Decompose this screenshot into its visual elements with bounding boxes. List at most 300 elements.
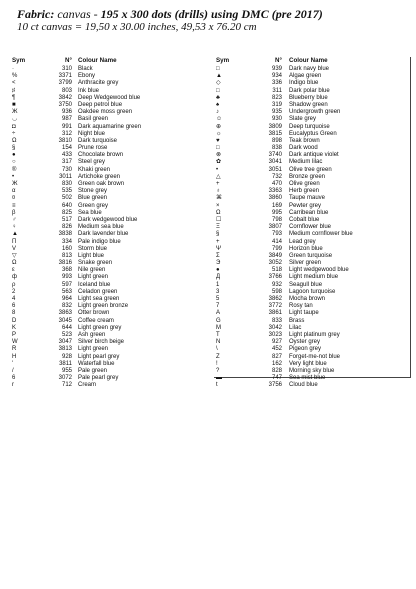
color-row	[12, 274, 202, 281]
symbol: §	[12, 145, 16, 152]
colour-name: Sea mist blue	[289, 375, 326, 382]
dmc-number: 597	[61, 281, 72, 288]
column-headers	[214, 57, 410, 66]
color-row	[12, 325, 202, 332]
dmc-number: 3052	[268, 260, 282, 267]
symbol: ¶	[12, 94, 16, 101]
dmc-number: 3371	[58, 73, 72, 80]
color-row	[214, 346, 410, 353]
symbol: ♪	[216, 109, 219, 116]
symbol: ⌘	[216, 195, 222, 202]
symbol: ◘	[12, 123, 16, 130]
color-row	[12, 66, 202, 73]
dmc-number: 523	[61, 331, 72, 338]
symbol: Д	[216, 274, 221, 281]
dmc-number: 3363	[268, 188, 282, 195]
dmc-number: 3772	[268, 303, 282, 310]
symbol: /	[12, 367, 14, 374]
symbol: ○	[12, 159, 16, 166]
color-row	[12, 346, 202, 353]
symbol: β	[12, 209, 16, 216]
color-row	[12, 73, 202, 80]
symbol: ®	[12, 166, 17, 173]
colour-name: Very light blue	[289, 360, 327, 367]
symbol: D	[12, 317, 17, 324]
colour-name: Light pearl grey	[78, 353, 120, 360]
symbol: ·	[12, 66, 14, 72]
color-row	[214, 318, 410, 325]
colour-name: Silver birch beige	[78, 339, 125, 346]
colour-name: Dark polar blue	[289, 87, 330, 94]
symbol: !	[216, 360, 218, 367]
color-row	[214, 174, 410, 181]
dmc-number: 3799	[58, 80, 72, 87]
color-row	[12, 260, 202, 267]
dmc-number: 3815	[268, 130, 282, 137]
dmc-number: 336	[271, 80, 282, 87]
colour-name: Lead grey	[289, 238, 316, 245]
symbol: •	[12, 173, 15, 180]
symbol: Ω	[12, 137, 17, 144]
symbol: ⊗	[216, 152, 222, 159]
dmc-number: 935	[271, 109, 282, 116]
symbol: r	[12, 382, 14, 389]
colour-name: Indigo blue	[289, 80, 319, 87]
colour-name: Blueberry blue	[289, 94, 328, 101]
dmc-number: 3863	[58, 310, 72, 317]
color-row	[214, 167, 410, 174]
colour-name: Dark lavender blue	[78, 231, 129, 238]
dmc-number: 3810	[58, 137, 72, 144]
colour-name: Mocha brown	[289, 296, 326, 302]
colour-name: Deep petrol blue	[78, 101, 123, 108]
dmc-number: 3862	[268, 296, 282, 302]
colour-name: Lagoon turquoise	[289, 288, 336, 295]
color-row	[12, 375, 202, 382]
colour-name: Anthracite grey	[78, 80, 119, 87]
dmc-number: 934	[271, 73, 282, 80]
colour-name: Light green bronze	[78, 303, 129, 310]
symbol: ♂	[12, 216, 17, 223]
color-row	[214, 296, 410, 303]
dmc-number: 3813	[58, 346, 72, 353]
color-row	[214, 246, 410, 253]
symbol: 4	[12, 296, 16, 302]
colour-name: Steel grey	[78, 159, 106, 166]
dmc-number: 160	[61, 245, 72, 252]
header-sym: Sym	[12, 57, 26, 64]
symbol: 5	[216, 296, 220, 302]
colour-name: Ink blue	[78, 87, 100, 94]
color-row	[214, 361, 410, 368]
colour-name: Waterfall blue	[78, 360, 115, 367]
dmc-number: 3816	[58, 260, 72, 267]
symbol: ⊕	[216, 123, 222, 130]
color-row	[214, 253, 410, 260]
color-row	[12, 296, 202, 303]
color-row	[12, 368, 202, 375]
colour-name: Ebony	[78, 73, 96, 80]
symbol: ?	[216, 367, 220, 374]
symbol: ♣	[216, 94, 220, 101]
color-row	[214, 116, 410, 123]
header-colour-name: Colour Name	[78, 57, 117, 64]
color-row	[12, 210, 202, 217]
symbol: A	[216, 310, 221, 317]
colour-name: Morning sky blue	[289, 367, 335, 374]
symbol: V	[12, 245, 17, 252]
dmc-number: 334	[61, 238, 72, 245]
dmc-number: 518	[271, 267, 282, 274]
color-row	[12, 138, 202, 145]
header-colour-name: Colour Name	[289, 57, 328, 64]
colour-name: Light sea green	[78, 296, 120, 302]
colour-name: Otter brown	[78, 310, 110, 317]
colour-name: Stone grey	[78, 188, 108, 195]
header-sym: Sym	[216, 57, 230, 64]
colour-name: Green turquoise	[289, 252, 333, 259]
symbol: △	[216, 173, 221, 180]
symbol: +	[216, 238, 220, 245]
colour-name: Dark wedgewood blue	[78, 216, 138, 223]
dmc-number: 535	[61, 188, 72, 195]
dmc-number: 898	[271, 137, 282, 144]
dmc-number: 936	[61, 109, 72, 116]
dmc-number: 3838	[58, 231, 72, 238]
symbol: ▬	[216, 375, 222, 382]
dmc-number: 712	[61, 382, 72, 389]
symbol: ÷	[12, 130, 16, 137]
colour-name: Light green	[78, 274, 109, 281]
symbol: Э	[216, 260, 221, 267]
color-row	[214, 274, 410, 281]
color-row	[12, 124, 202, 131]
color-row	[214, 368, 410, 375]
dmc-number: 803	[61, 87, 72, 94]
dmc-number: 414	[271, 238, 282, 245]
dmc-number: 169	[271, 202, 282, 209]
colour-name: Slate grey	[289, 116, 317, 123]
color-key-rows	[12, 66, 202, 389]
dmc-number: 3849	[268, 252, 282, 259]
symbol: K	[12, 324, 17, 331]
color-row	[214, 88, 410, 95]
color-row	[12, 224, 202, 231]
symbol: ▽	[12, 252, 17, 259]
colour-name: Light blue	[78, 252, 105, 259]
colour-name: Light green grey	[78, 324, 122, 331]
colour-name: Oakdee moss green	[78, 109, 133, 116]
header-number: N°	[275, 57, 282, 64]
dmc-number: 955	[61, 367, 72, 374]
color-row	[12, 239, 202, 246]
color-row	[12, 174, 202, 181]
colour-name: Cloud blue	[289, 382, 318, 389]
colour-name: Night blue	[78, 130, 106, 137]
fabric-label: Fabric:	[17, 7, 55, 21]
color-row	[12, 253, 202, 260]
symbol: ■	[12, 101, 16, 108]
colour-name: Dark aquamarine green	[78, 123, 142, 130]
color-row	[214, 339, 410, 346]
fabric-title	[17, 7, 412, 21]
symbol: 6	[12, 303, 16, 310]
dmc-number: 368	[61, 267, 72, 274]
color-row	[12, 332, 202, 339]
color-row	[12, 303, 202, 310]
color-row	[214, 289, 410, 296]
symbol: ◇	[216, 80, 221, 87]
colour-name: Lilac	[289, 324, 302, 331]
symbol: □	[216, 145, 220, 152]
fabric-type: canvas -	[57, 7, 98, 21]
symbol: ▲	[216, 73, 222, 80]
color-row	[12, 339, 202, 346]
color-row	[214, 224, 410, 231]
dmc-number: 3047	[58, 339, 72, 346]
symbol: ✿	[216, 159, 222, 166]
color-row	[214, 188, 410, 195]
color-row	[12, 289, 202, 296]
color-row	[12, 88, 202, 95]
colour-name: Dark antique violet	[289, 152, 339, 159]
symbol: +	[216, 181, 220, 187]
colour-name: Pewter grey	[289, 202, 322, 209]
color-row	[214, 159, 410, 166]
colour-name: Pale pearl grey	[78, 375, 119, 382]
dmc-number: 162	[271, 360, 282, 367]
symbol: ●	[12, 152, 16, 159]
colour-name: Pigeon grey	[289, 346, 322, 353]
dmc-number: 798	[271, 216, 282, 223]
symbol: ε	[12, 267, 15, 274]
symbol: Σ	[216, 252, 220, 259]
color-row	[214, 152, 410, 159]
symbol: G	[216, 317, 221, 324]
color-row	[12, 167, 202, 174]
color-row	[214, 260, 410, 267]
color-row	[12, 109, 202, 116]
dmc-number: 730	[61, 166, 72, 173]
dmc-number: 502	[61, 195, 72, 202]
colour-name: Light wedgewood blue	[289, 267, 349, 274]
dmc-number: 452	[271, 346, 282, 353]
color-row	[214, 124, 410, 131]
dmc-number: 3766	[268, 274, 282, 281]
dmc-number: 563	[61, 288, 72, 295]
color-row	[12, 203, 202, 210]
color-row	[12, 310, 202, 317]
color-row	[214, 332, 410, 339]
colour-name: Sea blue	[78, 209, 102, 216]
symbol: \	[216, 346, 218, 353]
dmc-number: 930	[271, 116, 282, 123]
color-row	[214, 195, 410, 202]
dmc-number: 3750	[58, 101, 72, 108]
symbol: H	[12, 353, 17, 360]
dmc-number: 3041	[268, 159, 282, 166]
symbol: ρ	[12, 281, 16, 288]
symbol: 7	[216, 303, 220, 310]
colour-name: Green oak brown	[78, 181, 125, 187]
color-row	[214, 282, 410, 289]
symbol: Ж	[12, 109, 18, 116]
colour-name: Carribean blue	[289, 209, 329, 216]
symbol: •	[216, 166, 219, 173]
symbol: '	[12, 360, 14, 367]
color-row	[12, 231, 202, 238]
dmc-number: 310	[61, 66, 72, 72]
colour-name: Cobalt blue	[289, 216, 320, 223]
colour-name: Light medium blue	[289, 274, 339, 281]
page-header	[17, 7, 412, 34]
dmc-number: 3051	[268, 166, 282, 173]
dmc-number: 828	[271, 367, 282, 374]
symbol: M	[216, 324, 221, 331]
colour-name: Blue green	[78, 195, 108, 202]
colour-name: Snake green	[78, 260, 113, 267]
colour-name: Medium cornflower blue	[289, 231, 353, 238]
dmc-number: 3861	[268, 310, 282, 317]
color-row	[214, 102, 410, 109]
colour-name: Silver green	[289, 260, 322, 267]
colour-name: Eucalyptus Green	[289, 130, 337, 137]
colour-name: Undergrowth green	[289, 109, 341, 116]
dmc-number: 838	[271, 145, 282, 152]
colour-name: Shadow green	[289, 101, 328, 108]
symbol: <	[12, 80, 16, 87]
dmc-number: 825	[61, 209, 72, 216]
colour-name: Dark navy blue	[289, 66, 330, 72]
symbol: R	[12, 346, 17, 353]
symbol: t	[216, 382, 218, 389]
colour-name: Oyster grey	[289, 339, 321, 346]
color-row	[214, 267, 410, 274]
dmc-number: 939	[271, 66, 282, 72]
symbol: ♁	[216, 188, 221, 195]
colour-name: Herb green	[289, 188, 320, 195]
dmc-number: 830	[61, 181, 72, 187]
colour-name: Pale green	[78, 367, 108, 374]
colour-name: Medium lilac	[289, 159, 323, 166]
color-row	[214, 210, 410, 217]
dmc-number: 319	[271, 101, 282, 108]
color-row	[214, 310, 410, 317]
symbol: α	[12, 188, 16, 195]
color-row	[214, 382, 410, 389]
dmc-number: 995	[271, 209, 282, 216]
color-key-right	[214, 57, 411, 389]
dmc-number: 3842	[58, 94, 72, 101]
color-row	[12, 361, 202, 368]
color-row	[214, 303, 410, 310]
dmc-number: 644	[61, 324, 72, 331]
colour-name: Ash green	[78, 331, 106, 338]
dmc-number: 823	[271, 94, 282, 101]
colour-name: Celadon green	[78, 288, 118, 295]
color-row	[12, 80, 202, 87]
color-row	[12, 116, 202, 123]
color-row	[214, 95, 410, 102]
dmc-number: 433	[61, 152, 72, 159]
color-row	[214, 217, 410, 224]
colour-name: Light green	[78, 346, 109, 353]
colour-name: Teak brown	[289, 137, 320, 144]
symbol: ☐	[216, 216, 222, 223]
colour-name: Iceland blue	[78, 281, 111, 288]
dmc-number: 964	[61, 296, 72, 302]
dmc-number: 813	[61, 252, 72, 259]
dmc-number: 3756	[268, 382, 282, 389]
dmc-number: 732	[271, 173, 282, 180]
symbol: ♀	[12, 224, 17, 231]
symbol: N	[216, 339, 221, 346]
symbol: Ж	[12, 181, 18, 187]
color-row	[12, 145, 202, 152]
colour-name: Rosy tan	[289, 303, 313, 310]
dmc-number: 3860	[268, 195, 282, 202]
symbol: ▲	[12, 231, 18, 238]
symbol: Ψ	[216, 245, 222, 252]
column-headers	[12, 57, 202, 66]
color-row	[12, 159, 202, 166]
symbol: %	[12, 73, 18, 80]
color-row	[12, 318, 202, 325]
color-row	[12, 131, 202, 138]
fabric-dimensions: 195 x 300 dots (drills) using DMC (pre 2017)	[100, 7, 323, 21]
color-row	[214, 239, 410, 246]
dmc-number: 928	[61, 353, 72, 360]
dmc-number: 517	[61, 216, 72, 223]
colour-name: Algae green	[289, 73, 322, 80]
colour-name: Olive green	[289, 181, 320, 187]
color-row	[214, 73, 410, 80]
color-row	[214, 66, 410, 73]
dmc-number: 3807	[268, 224, 282, 231]
symbol: ☺	[216, 116, 223, 123]
colour-name: Basil green	[78, 116, 109, 123]
dmc-number: 987	[61, 116, 72, 123]
color-row	[12, 354, 202, 361]
dmc-number: 640	[61, 202, 72, 209]
symbol: ф	[12, 274, 17, 281]
symbol: P	[12, 331, 17, 338]
color-row	[12, 188, 202, 195]
colour-name: Dark turquoise	[78, 137, 118, 144]
dmc-number: 598	[271, 288, 282, 295]
colour-name: Khaki green	[78, 166, 111, 173]
colour-name: Deep Wedgewood blue	[78, 94, 141, 101]
colour-name: Light taupe	[289, 310, 319, 317]
colour-name: Cornflower blue	[289, 224, 332, 231]
symbol: Π	[12, 238, 17, 245]
color-row	[214, 325, 410, 332]
symbol: ●	[216, 267, 220, 274]
symbol: 6	[12, 375, 16, 382]
colour-name: Storm blue	[78, 245, 108, 252]
symbol: □	[216, 66, 220, 72]
color-row	[12, 217, 202, 224]
colour-name: Bronze green	[289, 173, 326, 180]
symbol: 2	[12, 288, 16, 295]
color-row	[12, 246, 202, 253]
dmc-number: 793	[271, 231, 282, 238]
color-row	[214, 181, 410, 188]
dmc-number: 833	[271, 317, 282, 324]
colour-name: Dark wood	[289, 145, 318, 152]
colour-name: Coffee cream	[78, 317, 114, 324]
colour-name: Cream	[78, 382, 97, 389]
